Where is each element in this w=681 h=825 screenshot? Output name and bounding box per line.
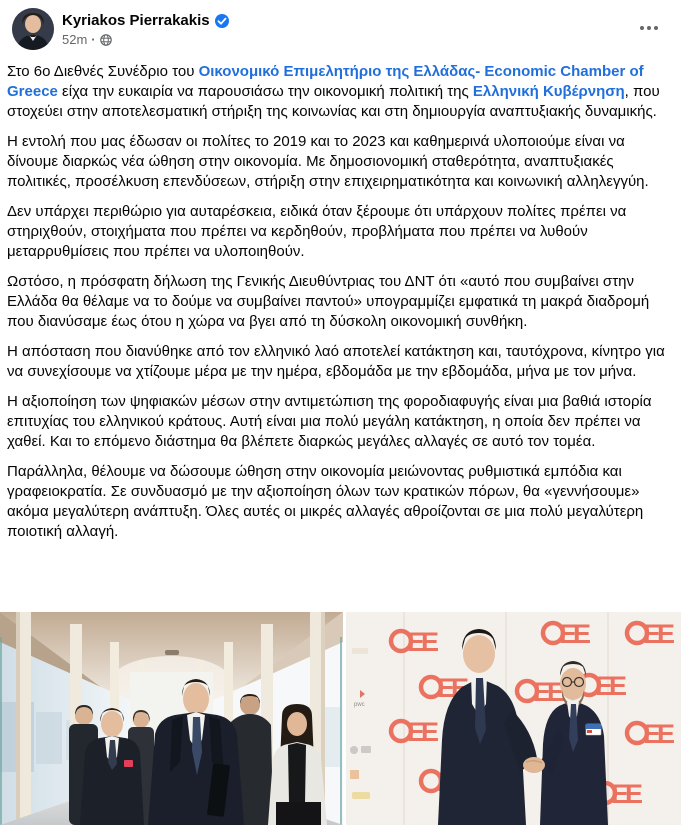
handshake-hands xyxy=(523,757,545,773)
post-text-segment: Παράλληλα, θέλουμε να δώσουμε ώθηση στην οικονομία μειώνοντας ρυθμιστικά εμπόδια και γραφειοκρατία. Σε συνδυασμό με την αξιοποίηση όλων των κρατικών πόρων, θα «γεννήσουμε» ακόμα μεγαλύτερη ανάπτυξη. Όλες αυτές οι μικρές αλλαγές αθροίζονται σε μια πολύ μεγαλύτερη ποιοτική αλλαγή. xyxy=(7,463,644,540)
photo-attachment-row xyxy=(0,612,681,825)
post-text-segment: Ωστόσο, η πρόσφατη δήλωση της Γενικής Διευθύντριας του ΔΝΤ ότι «αυτό που συμβαίνει στην Ελλάδα θα θέλαμε να το δούμε να συμβαίνει παντού» υπογραμμίζει εμφατικά τη μακρά διαδρομή που διανύσαμε έως ότου η χώρα να βγει από τη δύσκολη οικονομική συνθήκη. xyxy=(7,273,650,330)
post-paragraph xyxy=(7,132,673,192)
corridor-photo-graphic xyxy=(0,612,343,825)
post-text-segment: Η απόσταση που διανύθηκε από τον ελληνικό λαό αποτελεί κατάκτηση και, ταυτόχρονα, κίνητρο για να συνεχίσουμε να χτίζουμε μέρα με την ημέρα, εβδομάδα με την εβδομάδα, μήνα με τον μήνα. xyxy=(7,343,665,380)
post-text-segment: Η αξιοποίηση των ψηφιακών μέσων στην αντιμετώπιση της φοροδιαφυγής είναι μια βαθιά ιστορία επιτυχίας του ελληνικού κράτους. Αυτή είναι μια πολύ μεγάλη κατάκτηση, η οποία δεν πρέπει να χαθεί. Και το επόμενο διάστημα θα βλέπετε διαρκώς μεγάλες αλλαγές σε αυτό τον τομέα. xyxy=(7,393,652,450)
meta-separator: · xyxy=(91,32,96,47)
globe-public-icon xyxy=(100,34,112,46)
post-entity-link[interactable]: Οικονομικό Επιμελητήριο της Ελλάδας- Economic Chamber of Greece xyxy=(7,63,644,100)
post-header xyxy=(0,0,681,54)
post-paragraph xyxy=(7,392,673,452)
post-entity-link[interactable]: Ελληνική Κυβέρνηση xyxy=(472,83,625,100)
post-text-segment: Δεν υπάρχει περιθώριο για αυταρέσκεια, ειδικά όταν ξέρουμε ότι υπάρχουν πολίτες πρέπει να στηριχθούν, στοιχήματα που πρέπει να κερδηθούν, προβλήματα που πρέπει να λυθούν μεταρρυθμίσεις που πρέπει να υλοποιηθούν. xyxy=(7,203,627,260)
post-text-segment: είχα την ευκαιρία να παρουσιάσω την οικονομική πολιτική της xyxy=(57,83,473,100)
post-paragraph xyxy=(7,462,673,542)
handshake-photo[interactable] xyxy=(346,612,681,825)
post-paragraph xyxy=(7,62,673,122)
corridor-walk-photo[interactable] xyxy=(0,612,343,825)
post-options-button[interactable] xyxy=(633,18,665,38)
post-text xyxy=(0,54,681,542)
post-text-segment: , που στοχεύει στην αποτελεσματική στήριξη της κοινωνίας και στη δημιουργία αναπτυξιακής δυναμικής. xyxy=(7,83,660,120)
post-paragraph xyxy=(7,202,673,262)
lapel-badge xyxy=(586,724,601,735)
post-paragraph xyxy=(7,342,673,382)
author-name[interactable]: Kyriakos Pierrakakis xyxy=(62,12,210,29)
timestamp-link[interactable]: 52m xyxy=(62,32,88,47)
avatar[interactable] xyxy=(12,8,54,50)
avatar-image xyxy=(12,8,54,50)
handshake-photo-graphic xyxy=(346,612,681,825)
post-text-segment: Στο 6ο Διεθνές Συνέδριο του xyxy=(7,63,199,80)
post-paragraph xyxy=(7,272,673,332)
verified-badge-icon xyxy=(215,14,229,28)
post-text-segment: Η εντολή που μας έδωσαν οι πολίτες το 2019 και το 2023 και καθημερινά υλοποιούμε είναι να δίνουμε διαρκώς νέα ώθηση στην οικονομία. Με δημοσιονομική σταθερότητα, αναπτυξιακές πολιτικές, προσέλκυση επενδύσεων, στήριξη στην επιχειρηματικότητα και κοινωνική αλληλεγγύη. xyxy=(7,133,649,190)
svg-text:pwc: pwc xyxy=(354,702,365,708)
